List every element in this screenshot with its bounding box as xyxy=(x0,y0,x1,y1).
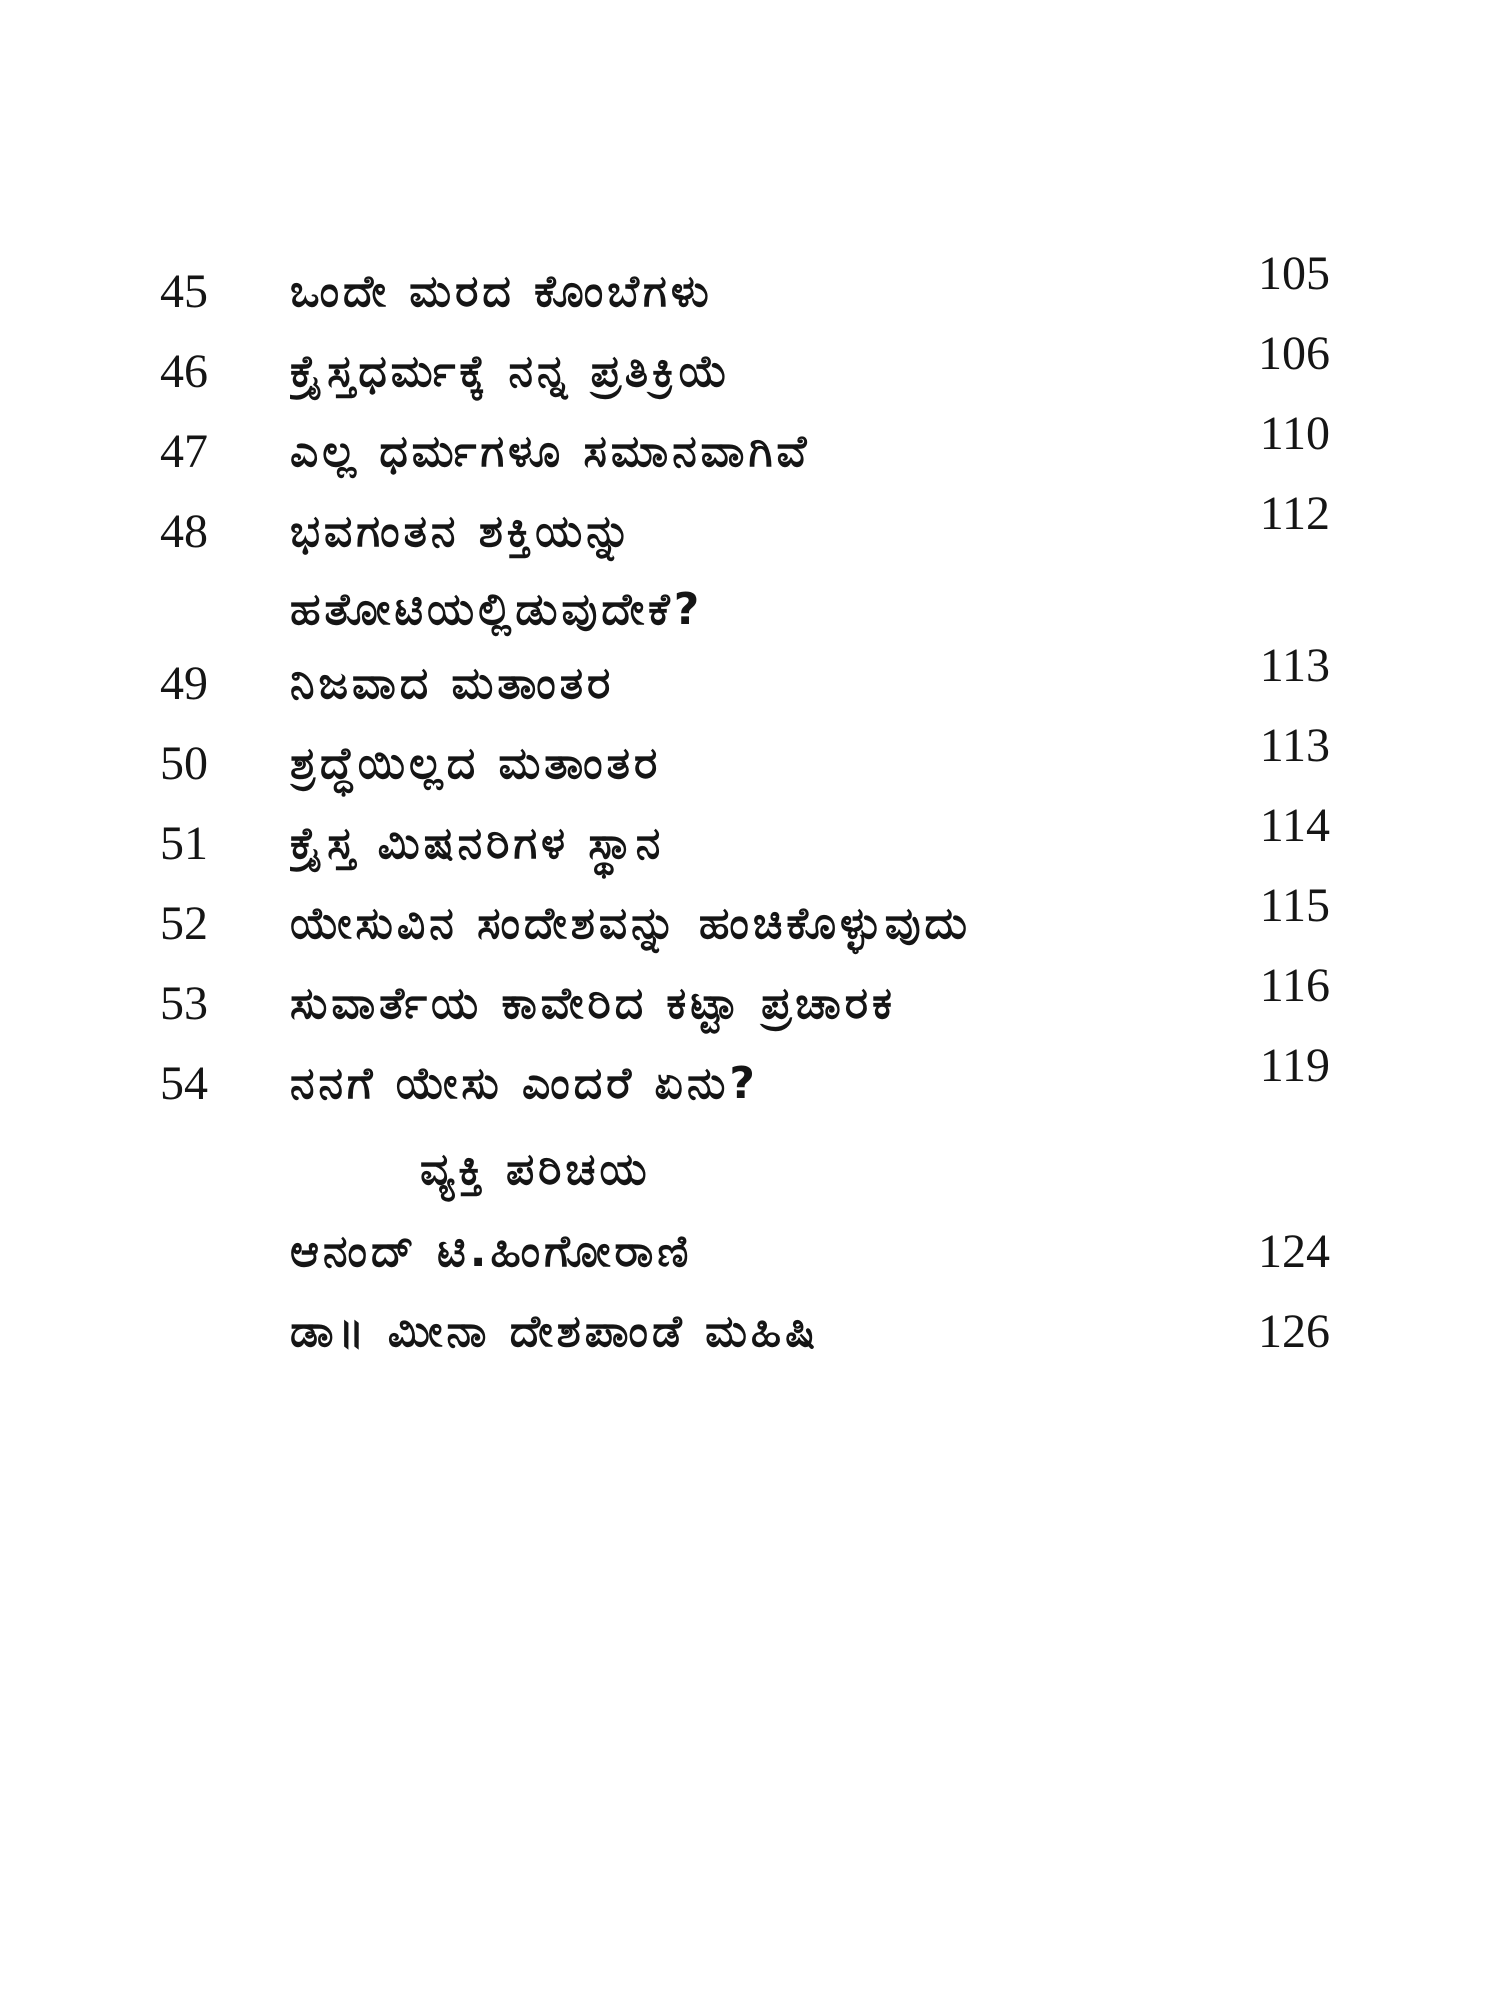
entry-title: ಯೇಸುವಿನ ಸಂದೇಶವನ್ನು ಹಂಚಿಕೊಳ್ಳುವುದು xyxy=(290,898,971,949)
entry-page: 110 xyxy=(1259,407,1330,460)
entry-number: 50 xyxy=(160,737,208,790)
bio-title: ಆನಂದ್ ಟಿ.ಹಿಂಗೋರಾಣಿ xyxy=(290,1226,693,1277)
entry-title: ಕ್ರೈಸ್ತಧರ್ಮಕ್ಕೆ ನನ್ನ ಪ್ರತಿಕ್ರಿಯೆ xyxy=(290,346,732,397)
toc-bio-2 xyxy=(0,1292,1500,1372)
entry-page: 105 xyxy=(1258,247,1330,300)
entry-number: 46 xyxy=(160,345,208,398)
entry-number: 51 xyxy=(160,817,208,870)
toc-entry-54 xyxy=(0,1039,1500,1124)
entry-number: 47 xyxy=(160,425,208,478)
entry-page: 113 xyxy=(1259,719,1330,772)
entry-page: 115 xyxy=(1259,879,1330,932)
toc-bio-1 xyxy=(0,1212,1500,1292)
entry-number: 45 xyxy=(160,265,208,318)
entry-number: 49 xyxy=(160,657,208,710)
entry-title-line2: ಹತೋಟಿಯಲ್ಲಿಡುವುದೇಕೆ? xyxy=(290,584,704,635)
entry-number: 52 xyxy=(160,897,208,950)
entry-page: 106 xyxy=(1258,327,1330,380)
entry-title: ನಿಜವಾದ ಮತಾಂತರ xyxy=(290,658,615,709)
entry-page: 119 xyxy=(1259,1039,1330,1092)
bio-title: ಡಾ॥ ಮೀನಾ ದೇಶಪಾಂಡೆ ಮಹಿಷಿ xyxy=(290,1306,820,1357)
entry-page: 114 xyxy=(1259,799,1330,852)
entry-title: ಒಂದೇ ಮರದ ಕೊಂಬೆಗಳು xyxy=(290,266,713,317)
entry-page: 116 xyxy=(1259,959,1330,1012)
entry-page: 112 xyxy=(1259,487,1330,540)
entry-title: ಕ್ರೈಸ್ತ ಮಿಷನರಿಗಳ ಸ್ಥಾನ xyxy=(290,818,665,869)
entry-number: 53 xyxy=(160,977,208,1030)
section-heading: ವ್ಯಕ್ತಿ ಪರಿಚಯ xyxy=(420,1144,651,1195)
entry-page: 113 xyxy=(1259,639,1330,692)
entry-number: 54 xyxy=(160,1057,208,1110)
entry-title: ಸುವಾರ್ತೆಯ ಕಾವೇರಿದ ಕಟ್ಟಾ ಪ್ರಚಾರಕ xyxy=(290,978,896,1029)
entry-title: ಎಲ್ಲ ಧರ್ಮಗಳೂ ಸಮಾನವಾಗಿವೆ xyxy=(290,426,811,477)
entry-title: ನನಗೆ ಯೇಸು ಎಂದರೆ ಏನು? xyxy=(290,1058,759,1109)
entry-title: ಭವಗಂತನ ಶಕ್ತಿಯನ್ನು xyxy=(290,506,635,557)
bio-page: 126 xyxy=(1258,1305,1330,1358)
entry-title: ಶ್ರದ್ಧೆಯಿಲ್ಲದ ಮತಾಂತರ xyxy=(290,738,662,789)
entry-number: 48 xyxy=(160,505,208,558)
bio-page: 124 xyxy=(1258,1225,1330,1278)
